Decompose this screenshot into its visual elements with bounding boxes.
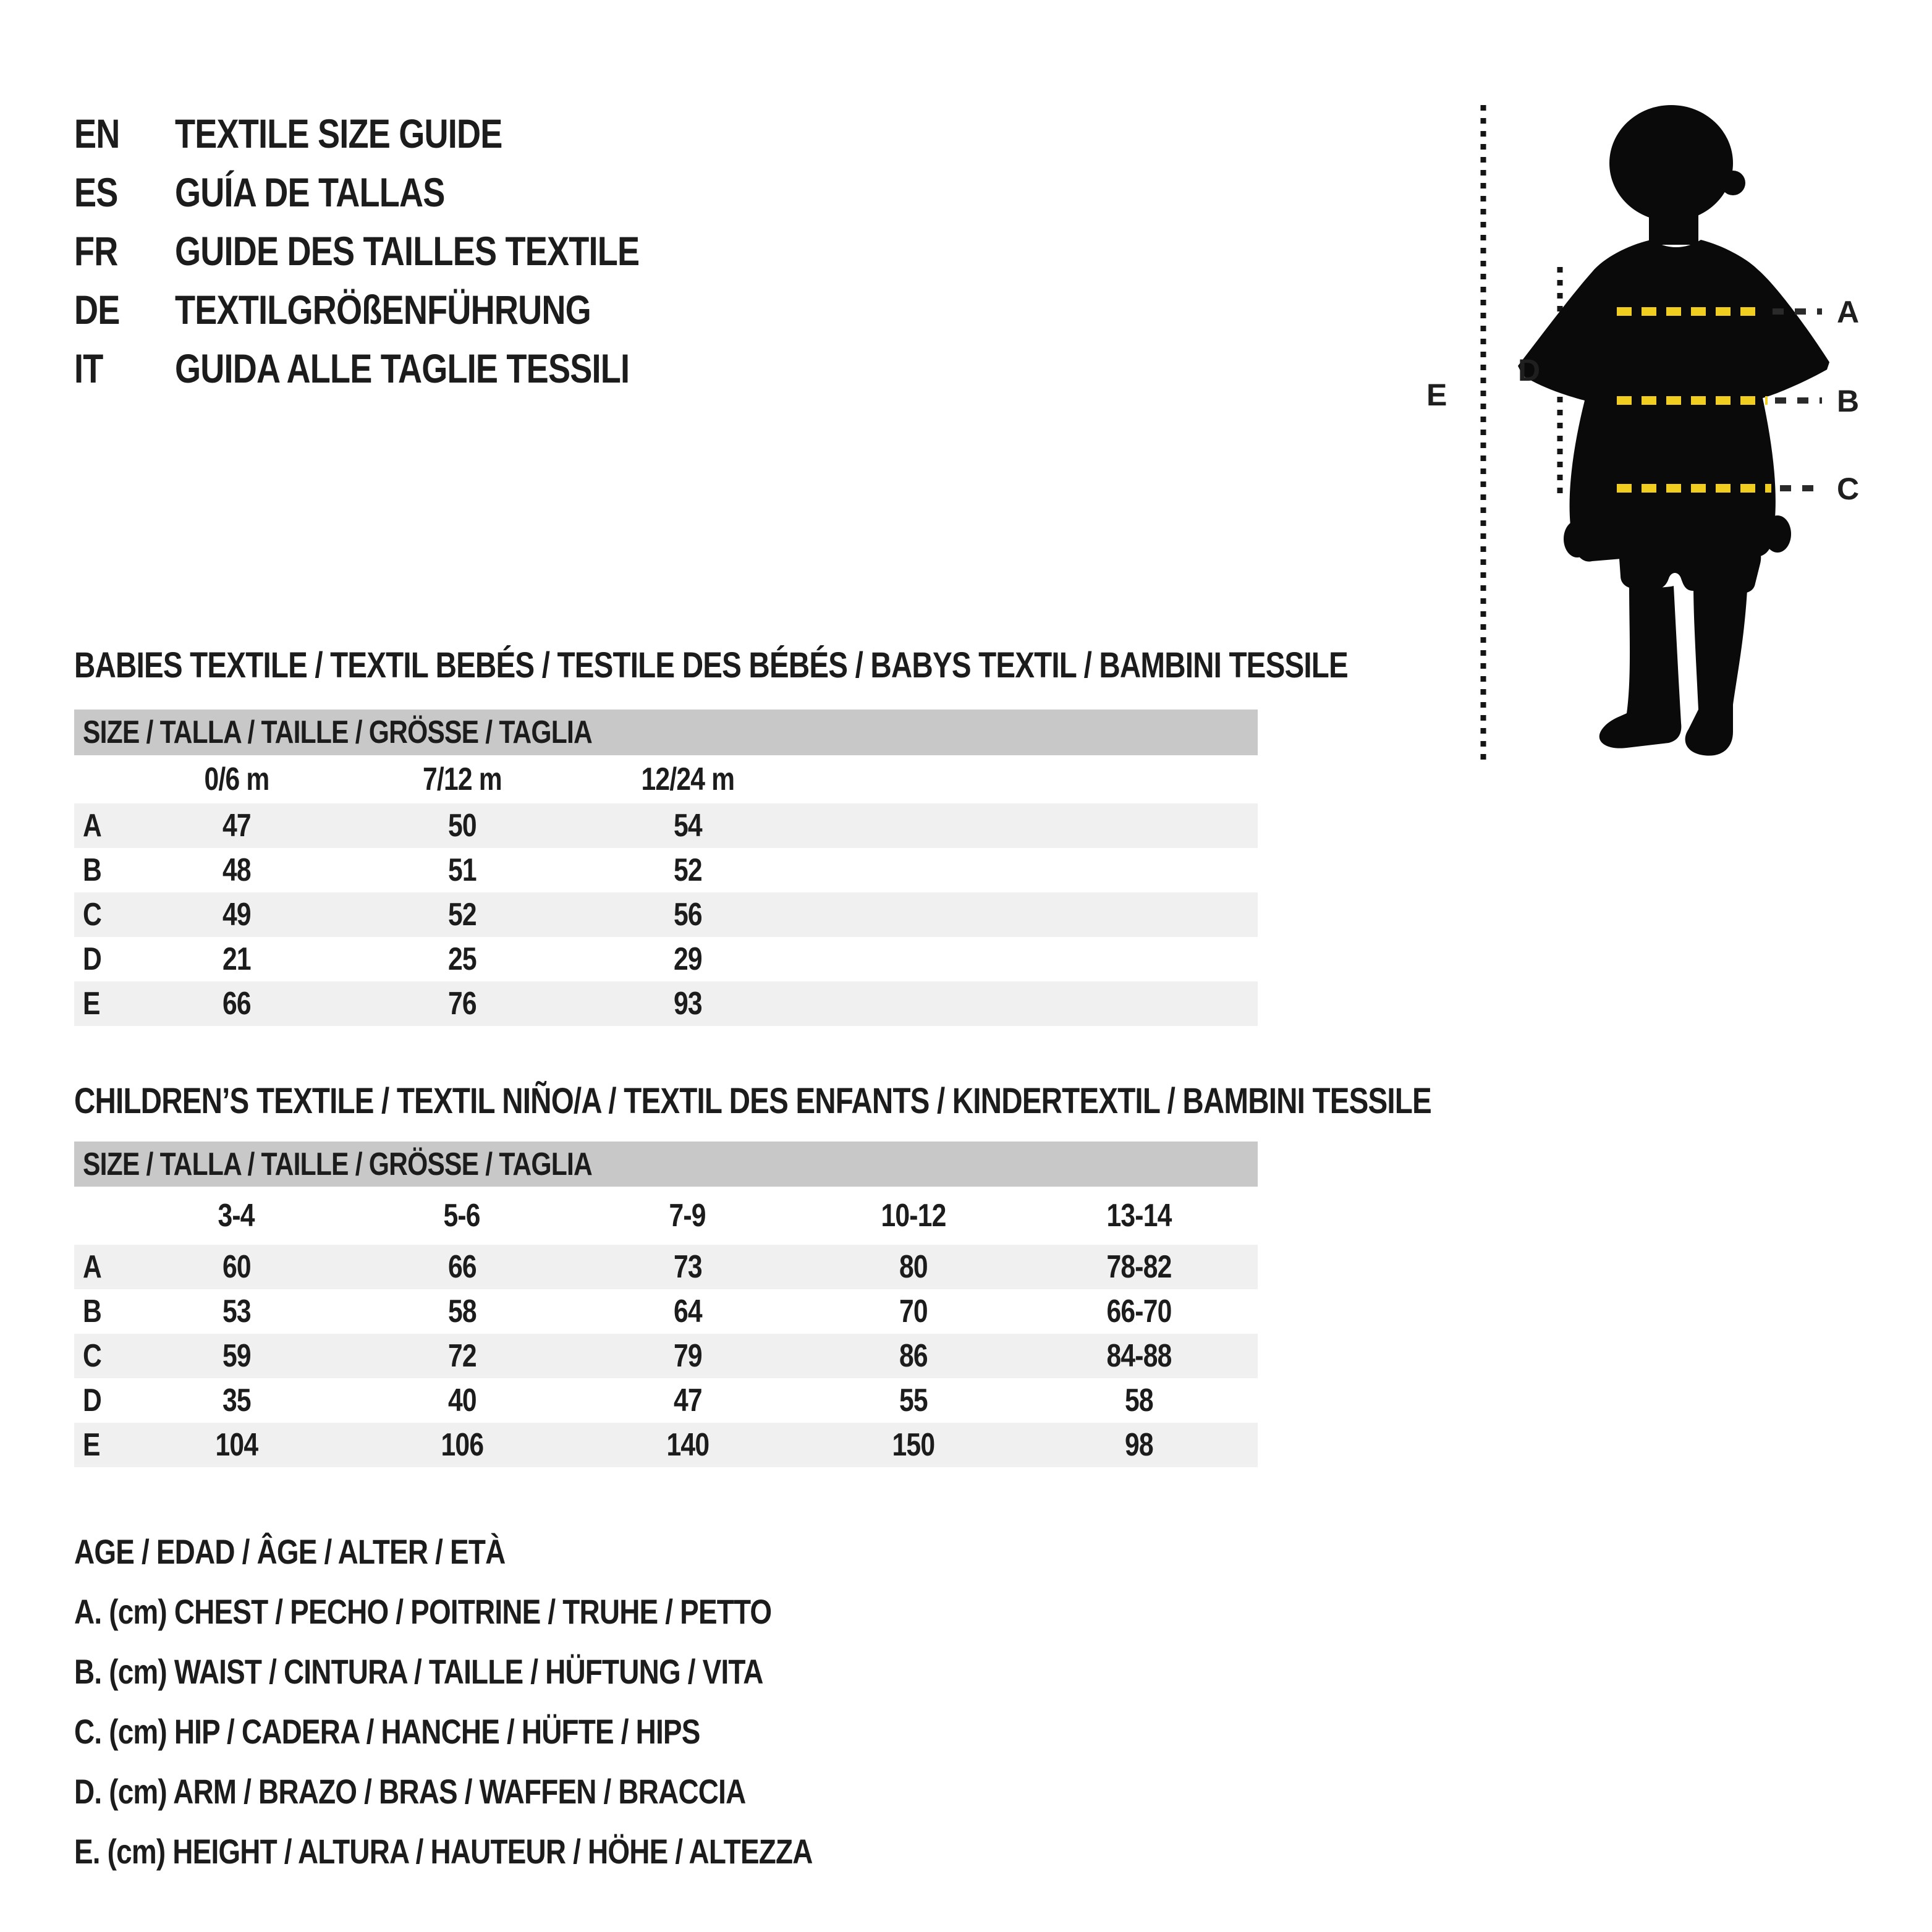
size-cell: 59 — [222, 1338, 251, 1374]
size-cell: 93 — [673, 986, 702, 1022]
language-code: ES — [74, 169, 118, 215]
language-code: DE — [74, 286, 120, 333]
size-cell: 47 — [222, 808, 251, 844]
language-code: IT — [74, 345, 103, 391]
size-cell: 104 — [215, 1427, 258, 1463]
size-cell: 52 — [447, 897, 477, 933]
children-section-title: CHILDREN’S TEXTILE / TEXTIL NIÑO/A / TEXTIL DES ENFANTS / KINDERTEXTIL / BAMBINI TESSILE — [74, 1080, 1431, 1121]
size-cell: 60 — [222, 1249, 251, 1285]
table-row-b — [74, 1289, 1258, 1334]
label-height: E — [1426, 378, 1447, 412]
label-waist: B — [1837, 384, 1860, 418]
language-title-block — [74, 104, 741, 397]
size-cell: 140 — [666, 1427, 709, 1463]
legend-height: E. (cm) HEIGHT / ALTURA / HAUTEUR / HÖHE / ALTEZZA — [74, 1832, 813, 1871]
size-cell: 98 — [1124, 1427, 1153, 1463]
size-cell: 106 — [441, 1427, 483, 1463]
babies-section-title: BABIES TEXTILE / TEXTIL BEBÉS / TESTILE DES BÉBÉS / BABYS TEXTIL / BAMBINI TESSILE — [74, 645, 1348, 685]
row-label: D — [83, 941, 101, 977]
language-title: GUÍA DE TALLAS — [175, 169, 445, 215]
table-row-a — [74, 1245, 1258, 1289]
size-cell: 58 — [1124, 1383, 1153, 1418]
size-cell: 52 — [673, 852, 702, 888]
label-hip: C — [1837, 472, 1860, 506]
size-cell: 66-70 — [1106, 1294, 1171, 1329]
size-cell: 56 — [673, 897, 702, 933]
row-label: D — [83, 1383, 101, 1418]
size-cell: 66 — [222, 986, 251, 1022]
language-title: TEXTILE SIZE GUIDE — [175, 110, 502, 156]
size-cell: 51 — [447, 852, 477, 888]
size-cell: 66 — [447, 1249, 477, 1285]
column-header: 13-14 — [1106, 1198, 1171, 1234]
row-label: C — [83, 897, 101, 933]
table-row-a — [74, 803, 1258, 848]
row-label: E — [83, 986, 100, 1022]
size-cell: 80 — [899, 1249, 928, 1285]
table-row-e — [74, 981, 1258, 1026]
label-chest: A — [1837, 295, 1860, 329]
silhouette-neck — [1649, 200, 1698, 245]
size-cell: 73 — [673, 1249, 702, 1285]
table-row-b — [74, 848, 1258, 892]
size-cell: 47 — [673, 1383, 702, 1418]
size-cell: 86 — [899, 1338, 928, 1374]
row-label: E — [83, 1427, 100, 1463]
language-title: TEXTILGRÖßENFÜHRUNG — [175, 286, 591, 333]
label-arm: D — [1518, 353, 1541, 388]
column-header: 7-9 — [669, 1198, 706, 1234]
row-label: B — [83, 1294, 101, 1329]
column-header: 10-12 — [881, 1198, 946, 1234]
row-label: B — [83, 852, 101, 888]
language-row-en — [74, 104, 741, 163]
size-cell: 72 — [447, 1338, 477, 1374]
table-row-d — [74, 937, 1258, 981]
language-title: GUIDE DES TAILLES TEXTILE — [175, 227, 640, 274]
language-row-it — [74, 339, 741, 397]
legend-hip: C. (cm) HIP / CADERA / HANCHE / HÜFTE / HIPS — [74, 1712, 700, 1751]
size-cell: 64 — [673, 1294, 702, 1329]
legend-waist: B. (cm) WAIST / CINTURA / TAILLE / HÜFTUNG / VITA — [74, 1652, 763, 1691]
table-row-e — [74, 1423, 1258, 1467]
size-cell: 70 — [899, 1294, 928, 1329]
size-cell: 76 — [447, 986, 477, 1022]
size-cell: 79 — [673, 1338, 702, 1374]
size-cell: 25 — [447, 941, 477, 977]
size-cell: 21 — [222, 941, 251, 977]
size-cell: 50 — [447, 808, 477, 844]
column-header: 12/24 m — [641, 761, 734, 797]
children-column-header-row — [74, 1187, 1258, 1245]
language-title: GUIDA ALLE TAGLIE TESSILI — [175, 345, 630, 391]
size-cell: 49 — [222, 897, 251, 933]
row-label: A — [83, 1249, 101, 1285]
column-header: 7/12 m — [422, 761, 502, 797]
size-cell: 58 — [447, 1294, 477, 1329]
row-label: A — [83, 808, 101, 844]
language-row-fr — [74, 221, 741, 280]
row-label: C — [83, 1338, 101, 1374]
size-cell: 84-88 — [1106, 1338, 1171, 1374]
language-code: EN — [74, 110, 120, 156]
column-header: 5-6 — [443, 1198, 481, 1234]
babies-column-header-row — [74, 755, 1258, 803]
table-row-c — [74, 892, 1258, 937]
measurement-legend — [74, 1522, 975, 1881]
language-code: FR — [74, 227, 118, 274]
size-cell: 48 — [222, 852, 251, 888]
silhouette-ear — [1721, 171, 1745, 195]
measurement-diagram — [1397, 99, 1932, 816]
size-cell: 78-82 — [1106, 1249, 1171, 1285]
table-row-d — [74, 1378, 1258, 1423]
children-table-header-bar: SIZE / TALLA / TAILLE / GRÖSSE / TAGLIA — [74, 1142, 1258, 1187]
size-cell: 53 — [222, 1294, 251, 1329]
size-cell: 29 — [673, 941, 702, 977]
babies-table-header-bar: SIZE / TALLA / TAILLE / GRÖSSE / TAGLIA — [74, 710, 1258, 755]
legend-chest: A. (cm) CHEST / PECHO / POITRINE / TRUHE / PETTO — [74, 1592, 772, 1631]
size-cell: 35 — [222, 1383, 251, 1418]
language-row-es — [74, 163, 741, 221]
silhouette-leg-right — [1685, 578, 1748, 756]
silhouette-hand-right — [1764, 515, 1791, 553]
column-header: 3-4 — [218, 1198, 255, 1234]
size-cell: 150 — [892, 1427, 934, 1463]
legend-age: AGE / EDAD / ÂGE / ALTER / ETÀ — [74, 1532, 506, 1571]
column-header: 0/6 m — [204, 761, 269, 797]
legend-arm: D. (cm) ARM / BRAZO / BRAS / WAFFEN / BRACCIA — [74, 1772, 746, 1811]
size-cell: 40 — [447, 1383, 477, 1418]
size-cell: 54 — [673, 808, 702, 844]
language-row-de — [74, 280, 741, 339]
silhouette-hand-left — [1564, 520, 1591, 557]
table-row-c — [74, 1334, 1258, 1378]
size-cell: 55 — [899, 1383, 928, 1418]
